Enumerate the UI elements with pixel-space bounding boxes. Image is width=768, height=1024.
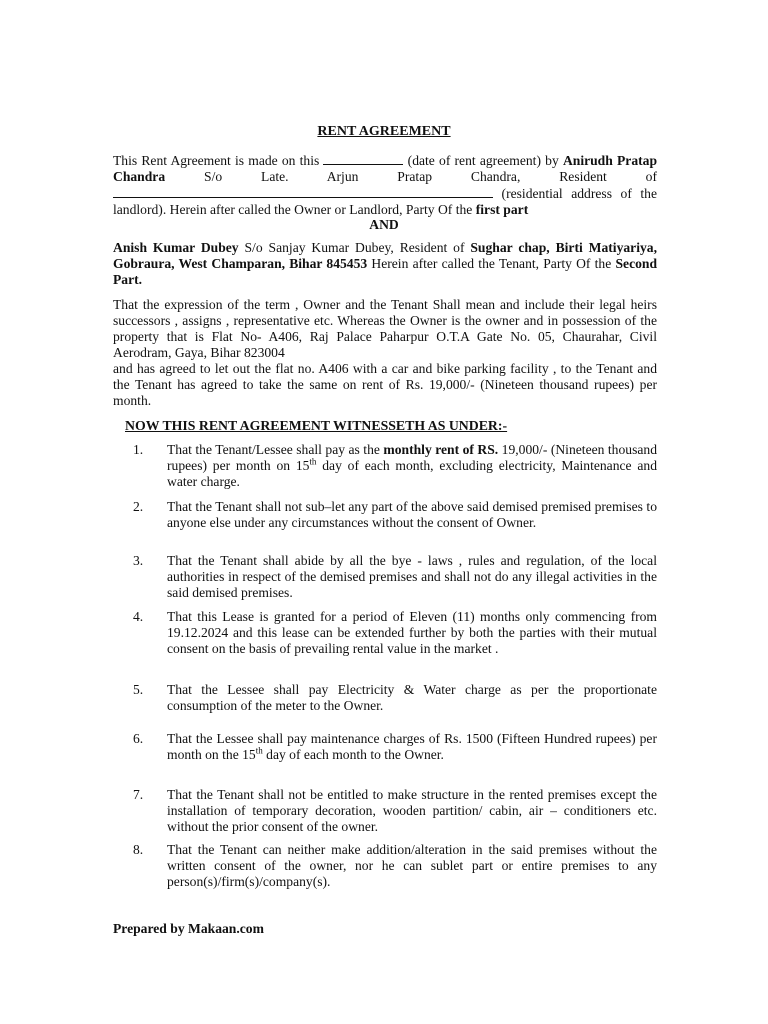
- monthly-rent-label: monthly rent of RS.: [383, 442, 499, 457]
- clause-number: 7.: [133, 787, 144, 802]
- clause-text: [167, 731, 657, 763]
- witness-heading: NOW THIS RENT AGREEMENT WITNESSETH AS UNDER:-: [125, 418, 508, 433]
- second-part-label: Second Part.: [113, 256, 658, 287]
- intro-text-3: S/o Late. Arjun Pratap Chandra, Resident of: [204, 169, 658, 184]
- expression-text-2: and has agreed to let out the flat no. A406 with a car and bike parking facility , to the Tenant and the Tenant has agreed to take the same on rent of Rs. 19,000/- (Nineteen thousand rupees) per month.: [113, 361, 657, 408]
- clause-6-sup: th: [255, 745, 263, 756]
- clause-1-sup: th: [309, 456, 317, 467]
- date-blank: [323, 152, 403, 165]
- clause-number: 2.: [133, 499, 144, 514]
- intro-text-2: (date of rent agreement) by: [407, 153, 559, 168]
- clause-1-text-c: 19,000/- (Nineteen thousand rupees) per month on 15: [167, 442, 657, 473]
- tenant-address: Sughar chap, Birti Matiyariya, Gobraura, West Champaran, Bihar 845453: [113, 240, 657, 271]
- clause-1-text-a: That the Tenant/Lessee shall pay as the: [167, 442, 380, 457]
- intro-text-4: (residential address of the landlord). Herein after called the Owner or Landlord, Party Of the: [113, 186, 657, 217]
- landlord-name: Anirudh Pratap Chandra: [113, 153, 658, 184]
- clause-6-text-d: day of each month to the Owner.: [266, 747, 444, 762]
- document-title: RENT AGREEMENT: [317, 124, 451, 139]
- footer-credit: Prepared by Makaan.com: [113, 921, 264, 936]
- tenant-text-1: S/o Sanjay Kumar Dubey, Resident of: [244, 240, 465, 255]
- clause-number: 1.: [133, 442, 144, 457]
- clause-6-text-a: That the Lessee shall pay maintenance charges of Rs. 1500 (Fifteen Hundred rupees) per month on the 15: [167, 731, 657, 762]
- tenant-paragraph: [113, 240, 657, 288]
- address-blank: [113, 185, 493, 198]
- clause-text: That the Tenant shall not sub–let any part of the above said demised premised premises to anyone else under any circumstances without the consent of Owner.: [167, 499, 657, 530]
- clause-number: 4.: [133, 609, 144, 624]
- and-label: AND: [369, 217, 399, 232]
- clause-text: That the Lessee shall pay Electricity & Water charge as per the proportionate consumption of the meter to the Owner.: [167, 682, 657, 713]
- clause-text: That the Tenant shall not be entitled to make structure in the rented premises except the installation of temporary decoration, wooden partition/ cabin, air – conditioners etc. without the prior consent of the owner.: [167, 787, 657, 834]
- clause-number: 3.: [133, 553, 144, 568]
- clause-1-text-d: day of each month, excluding electricity, Maintenance and water charge.: [167, 458, 657, 489]
- intro-paragraph: [113, 152, 657, 218]
- clause-text: That this Lease is granted for a period of Eleven (11) months only commencing from 19.12.2024 and this lease can be extended further by both the parties with their mutual consent on the basis of prevailing rental value in the market .: [167, 609, 657, 656]
- expression-text-1: That the expression of the term , Owner and the Tenant Shall mean and include their legal heirs successors , assigns , representative etc. Whereas the Owner is the owner and in possession of the property that is Flat No- A406, Raj Palace Paharpur O.T.A Gate No. 05, Chaurahar, Civil Aerodram, Gaya, Bihar 823004: [113, 297, 657, 360]
- clause-text: That the Tenant shall abide by all the bye - laws , rules and regulation, of the local authorities in respect of the demised premises and shall not do any illegal activities in the said demised premises.: [167, 553, 657, 600]
- clause-number: 6.: [133, 731, 144, 746]
- tenant-text-2: Herein after called the Tenant, Party Of the: [371, 256, 612, 271]
- clause-text: That the Tenant can neither make addition/alteration in the said premises without the written consent of the owner, nor he can sublet part or entire premises to any person(s)/firm(s)/company(s).: [167, 842, 657, 889]
- intro-text-1: This Rent Agreement is made on this: [113, 153, 320, 168]
- clause-text: [167, 442, 657, 490]
- expression-paragraph: [113, 297, 657, 409]
- tenant-name: Anish Kumar Dubey: [113, 240, 239, 255]
- first-part-label: first part: [475, 202, 529, 217]
- clause-number: 5.: [133, 682, 144, 697]
- clause-number: 8.: [133, 842, 144, 857]
